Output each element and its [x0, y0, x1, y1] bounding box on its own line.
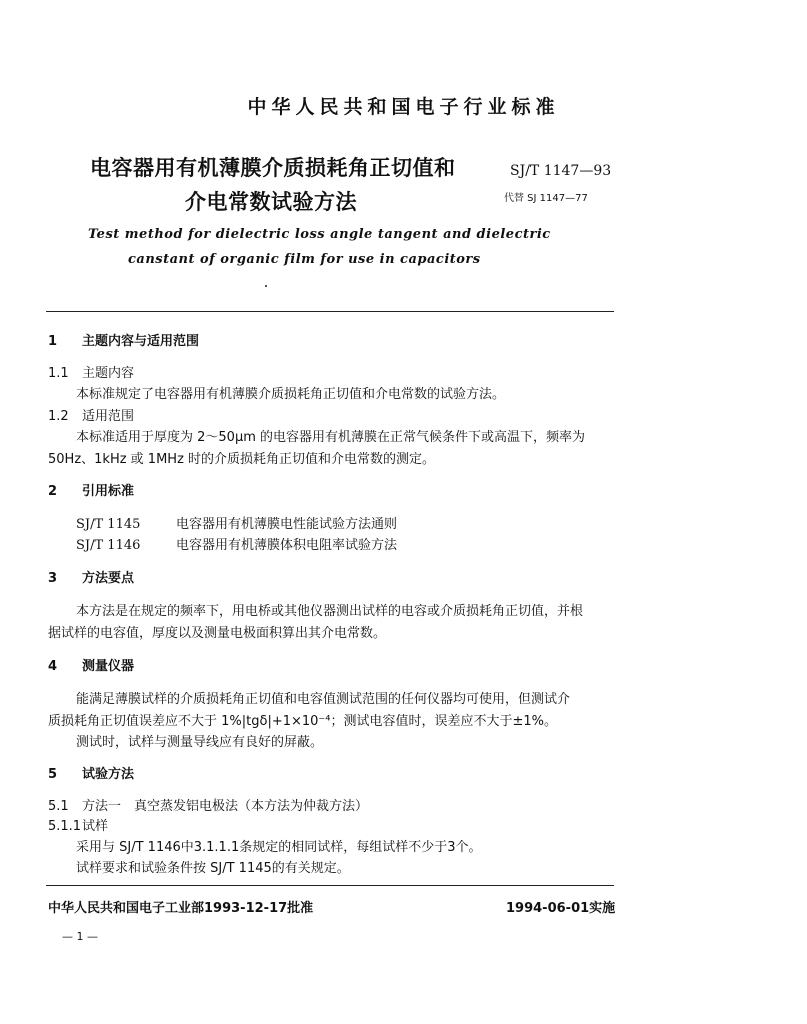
section-title: 引用标准	[82, 484, 135, 499]
standard-code: SJ/T 1147—93	[510, 163, 612, 179]
section-4-text-line3: 测试时，试样与测量导线应有良好的屏蔽。	[76, 735, 324, 750]
reference-code: SJ/T 1146	[76, 538, 141, 553]
section-title: 方法一 真空蒸发铝电极法（本方法为仲裁方法）	[82, 799, 369, 814]
section-1-2-text-line2: 50Hz、1kHz 或 1MHz 时的介质损耗角正切值和介电常数的测定。	[48, 452, 436, 467]
title-cn-line1: 电容器用有机薄膜介质损耗角正切值和	[90, 156, 456, 180]
reference-item	[76, 513, 397, 532]
section-title: 测量仪器	[82, 659, 135, 674]
header-divider	[46, 311, 614, 312]
section-number: 5.1.1	[48, 819, 82, 834]
section-number: 4	[48, 659, 58, 674]
section-3-text-line1: 本方法是在规定的频率下，用电桥或其他仪器测出试样的电容或介质损耗角正切值，并根	[76, 604, 584, 619]
implementation-date: 1994-06-01实施	[506, 901, 616, 916]
section-1-heading	[48, 330, 199, 349]
section-5-1-1-heading	[48, 815, 108, 834]
section-number: 5.1	[48, 799, 69, 814]
section-4-text-line1: 能满足薄膜试样的介质损耗角正切值和电容值测试范围的任何仪器均可使用，但测试介	[76, 692, 571, 707]
section-3-text-line2: 据试样的电容值，厚度以及测量电极面积算出其介电常数。	[48, 626, 387, 641]
reference-item	[76, 534, 397, 553]
section-number: 3	[48, 571, 58, 586]
section-4-heading	[48, 655, 134, 674]
section-title: 试验方法	[82, 767, 135, 782]
title-en-line2: canstant of organic film for use in capacitors	[128, 252, 481, 267]
title-en-line1: Test method for dielectric loss angle tangent and dielectric	[88, 227, 551, 242]
section-4-text-line2: 质损耗角正切值误差应不大于 1%|tgδ|+1×10⁻⁴；测试电容值时，误差应不大于±1%。	[48, 714, 558, 729]
standard-category: 中华人民共和国电子行业标准	[247, 96, 560, 118]
section-number: 1.2	[48, 409, 69, 424]
section-5-1-heading	[48, 795, 368, 814]
section-5-1-1-text-line2: 试样要求和试验条件按 SJ/T 1145的有关规定。	[76, 861, 350, 876]
section-number: 2	[48, 484, 58, 499]
section-5-1-1-text-line1: 采用与 SJ/T 1146中3.1.1.1条规定的相同试样，每组试样不少于3个。	[76, 840, 482, 855]
section-1-1-text: 本标准规定了电容器用有机薄膜介质损耗角正切值和介电常数的试验方法。	[76, 387, 506, 402]
scan-speck	[265, 285, 267, 287]
title-cn-line2: 介电常数试验方法	[185, 190, 357, 214]
section-3-heading	[48, 567, 134, 586]
replaces-standard: 代替 SJ 1147—77	[504, 193, 588, 204]
approval-statement: 中华人民共和国电子工业部1993-12-17批准	[48, 901, 314, 916]
section-1-2-text-line1: 本标准适用于厚度为 2～50μm 的电容器用有机薄膜在正常气候条件下或高温下，频率为	[76, 430, 586, 445]
section-1-1-heading	[48, 362, 134, 381]
section-number: 5	[48, 767, 58, 782]
page-number: — 1 —	[62, 930, 98, 943]
section-number: 1	[48, 334, 58, 349]
section-2-heading	[48, 480, 134, 499]
section-5-heading	[48, 763, 134, 782]
reference-code: SJ/T 1145	[76, 517, 141, 532]
section-title: 适用范围	[82, 409, 135, 424]
section-title: 试样	[82, 819, 109, 834]
section-1-2-heading	[48, 405, 134, 424]
footer-divider	[46, 885, 614, 886]
reference-title: 电容器用有机薄膜体积电阻率试验方法	[176, 538, 398, 553]
section-title: 方法要点	[82, 571, 135, 586]
reference-title: 电容器用有机薄膜电性能试验方法通则	[176, 517, 398, 532]
section-title: 主题内容与适用范围	[82, 334, 200, 349]
section-title: 主题内容	[82, 366, 135, 381]
section-number: 1.1	[48, 366, 69, 381]
